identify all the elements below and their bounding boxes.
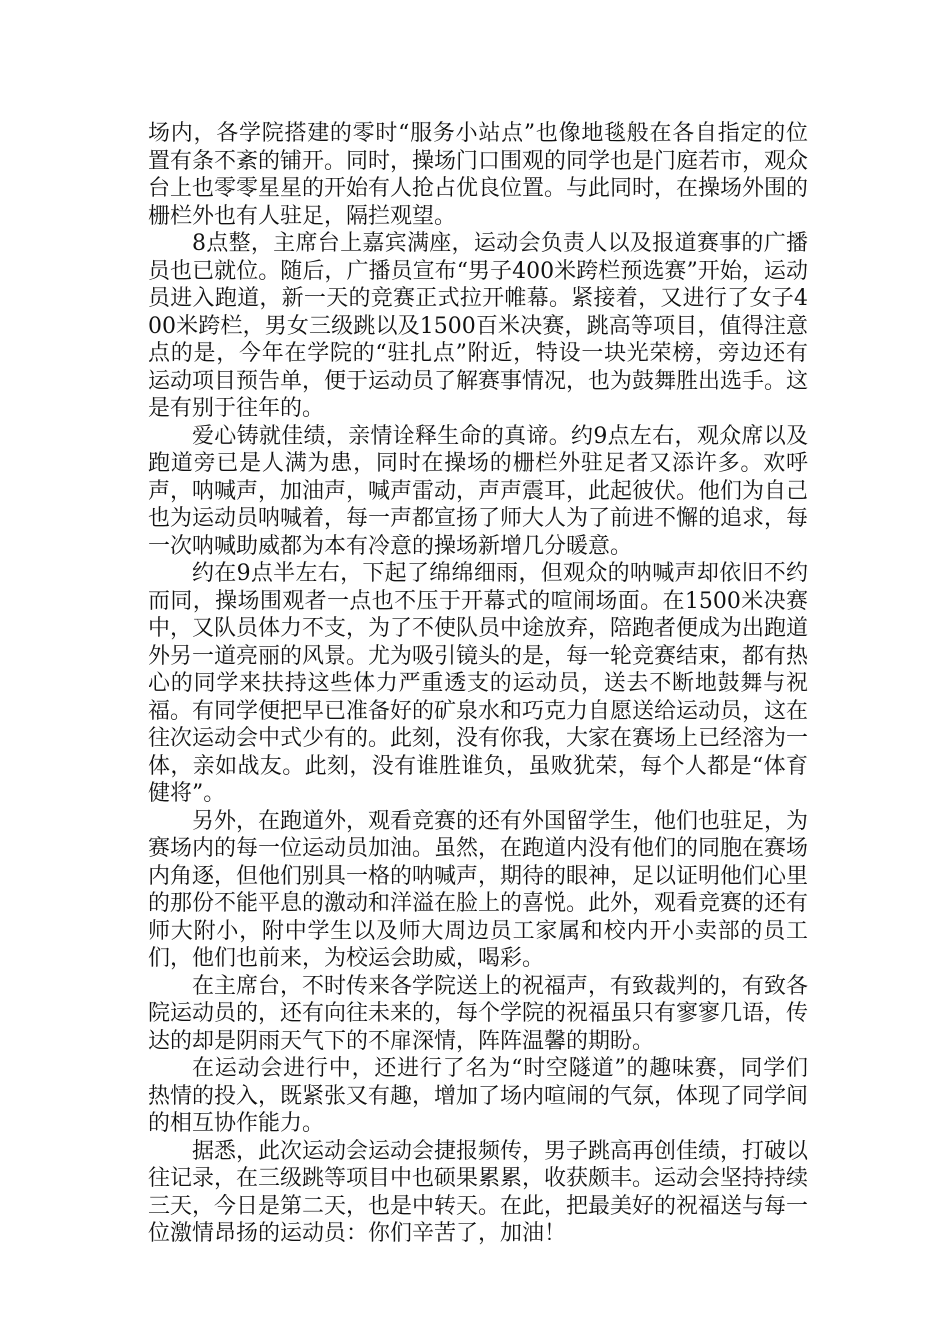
paragraph-4: 约在9点半左右，下起了绵绵细雨，但观众的呐喊声却依旧不约而同，操场围观者一点也不压于开幕式的喧闹场面。在1500米决赛中，又队员体力不支，为了不使队员中途放弃，陪跑者便成为出跑道外另一道亮丽的风景。尤为吸引镜头的是，每一轮竞赛结束，都有热心的同学来扶持这些体力严重透支的运动员，送去不断地鼓舞与祝福。有同学便把早已准备好的矿泉水和巧克力自愿送给运动员，这在往次运动会中式少有的。此刻，没有你我，大家在赛场上已经溶为一体，亲如战友。此刻，没有谁胜谁负，虽败犹荣，每个人都是“体育健将”。 [148, 561, 809, 806]
paragraph-1: 场内，各学院搭建的零时“服务小站点”也像地毯般在各自指定的位置有条不紊的铺开。同时，操场门口围观的同学也是门庭若市，观众台上也零零星星的开始有人抢占优良位置。与此同时，在操场外围的栅栏外也有人驻足，隔拦观望。 [148, 121, 809, 229]
article-body [148, 120, 808, 1248]
paragraph-5: 另外，在跑道外，观看竞赛的还有外国留学生，他们也驻足，为赛场内的每一位运动员加油。虽然，在跑道内没有他们的同胞在赛场内角逐，但他们别具一格的呐喊声，期待的眼神，足以证明他们心里的那份不能平息的激动和洋溢在脸上的喜悦。此外，观看竞赛的还有师大附小，附中学生以及师大周边员工家属和校内开小卖部的员工们，他们也前来，为校运会助威，喝彩。 [148, 808, 809, 971]
paragraph-8: 据悉，此次运动会运动会捷报频传，男子跳高再创佳绩，打破以往记录，在三级跳等项目中也硕果累累，收获颇丰。运动会坚持持续三天，今日是第二天，也是中转天。在此，把最美好的祝福送与每一位激情昂扬的运动员：你们辛苦了，加油！ [148, 1138, 809, 1246]
paragraph-3: 爱心铸就佳绩，亲情诠释生命的真谛。约9点左右，观众席以及跑道旁已是人满为患，同时在操场的栅栏外驻足者又添许多。欢呼声，呐喊声，加油声，喊声雷动，声声震耳，此起彼伏。他们为自己也为运动员呐喊着，每一声都宣扬了师大人为了前进不懈的追求，每一次呐喊助威都为本有冷意的操场新增几分暖意。 [148, 423, 809, 559]
paragraph-6: 在主席台，不时传来各学院送上的祝福声，有致裁判的，有致各院运动员的，还有向往未来的，每个学院的祝福虽只有寥寥几语，传达的却是阴雨天气下的不扉深情，阵阵温馨的期盼。 [148, 973, 809, 1054]
paragraph-7: 在运动会进行中，还进行了名为“时空隧道”的趣味赛，同学们热情的投入，既紧张又有趣，增加了场内喧闹的气氛，体现了同学间的相互协作能力。 [148, 1056, 809, 1136]
paragraph-2: 8点整，主席台上嘉宾满座，运动会负责人以及报道赛事的广播员也已就位。随后，广播员宣布“男子400米跨栏预选赛”开始，运动员进入跑道，新一天的竞赛正式拉开帷幕。紧接着，又进行了女子400米跨栏，男女三级跳以及1500百米决赛，跳高等项目，值得注意点的是，今年在学院的“驻扎点”附近，特设一块光荣榜，旁边还有运动项目预告单，便于运动员了解赛事情况，也为鼓舞胜出选手。这是有别于往年的。 [148, 231, 809, 421]
